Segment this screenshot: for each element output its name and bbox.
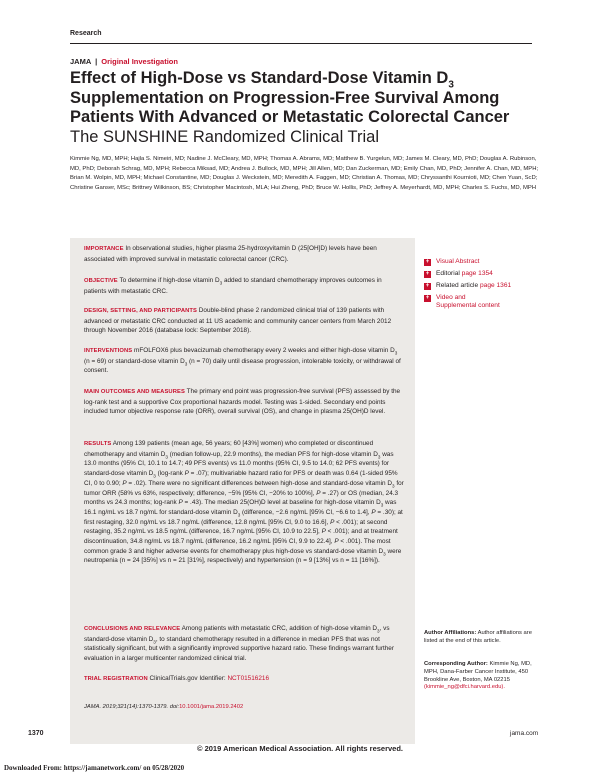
author-affiliations: Author Affiliations: Author affiliations are listed at the end of this article. — [424, 630, 532, 644]
related-content-sidebar — [424, 258, 544, 312]
abstract-importance: IMPORTANCE In observational studies, higher plasma 25-hydroxyvitamin D (25[OH]D) levels have been associated with improved survival in metastatic colorectal cancer (CRC). — [84, 245, 377, 263]
sidebar-item-editorial[interactable]: + Editorial page 1354 — [425, 270, 493, 277]
journal-name: JAMA — [70, 57, 91, 66]
sidebar-item-related-article[interactable]: + Related article page 1361 — [425, 282, 512, 289]
author-list: Kimmie Ng, MD, MPH; Hajla S. Nimeiri, MD; Nadine J. McCleary, MD, MPH; Thomas A. Abrams, MD; Matthew B. Yurgelun, MD; James M. Cleary, MD, PhD; Douglas A. Rubinson, MD, PhD; Deborah Schrag, MD, MPH; Rebecca Miksad, MD; Andrea J. Bullock, MD, MPH; Jill Allen, MD; Dan Zuckerman, MD; Emily Chan, MD, PhD; Jennifer A. Chan, MD, MPH; Brian M. Wolpin, MD, MPH; Michael Constantine, MD; Douglas J. Weckstein, MD; Meredith A. Faggen, MD; Christian A. Thomas, MD; Chryssanthi Kournioti, MD; Chen Yuan, ScD; Christine Ganser, MSc; Brittney Wilkinson, BS; Christopher Macintosh, MLA; Hui Zheng, PhD; Bruce W. Hollis, PhD; Jeffrey A. Meyerhardt, MD, MPH; Charles S. Fuchs, MD, MPH — [70, 156, 539, 191]
abstract-box — [70, 238, 415, 744]
plus-icon: + — [425, 259, 430, 265]
copyright-notice: © 2019 American Medical Association. All rights reserved. — [196, 744, 404, 753]
corresponding-author: Corresponding Author: Kimmie Ng, MD, MPH, Dana-Farber Cancer Institute, 450 Brookline Ave, Boston, MA 02215 (kimmie_ng@dfci.harvard.edu). — [424, 661, 532, 691]
article-title: Effect of High-Dose vs Standard-Dose Vitamin $D_3$ Supplementation on Progression-Free Survival Among Patients With Advanced or Metastatic Colorectal Cancer — [70, 69, 510, 126]
plus-icon: + — [425, 295, 430, 301]
download-stamp: Downloaded From: https://jamanetwork.com/ on 05/28/2020 — [4, 764, 185, 772]
abstract-objective: OBJECTIVE To determine if high-dose vitamin $D_3$ added to standard chemotherapy improves outcomes in patients with metastatic CRC. — [84, 277, 382, 295]
sidebar-item-visual-abstract[interactable]: + Visual Abstract — [425, 258, 480, 265]
article-type[interactable]: Original Investigation — [101, 57, 178, 66]
abstract-results: RESULTS Among 139 patients (mean age, 56 years; 60 [43%] women) who completed or discontinued chemotherapy and vitamin $D_3$ (median follow-up, 22.9 months), the median PFS for high-dose vitamin $D_3$ was 13.0 months (95% CI, 10.1 to 14.7; 49 PFS events) vs 11.0 months (95% CI, 9.5 to 14.0; 62 PFS events) for standard-dose vitamin $D_3$ (log-rank P = .07); multivariable hazard ratio for PFS or death was 0.64 (1-sided 95% CI, 0 to 0.90; P = .02). There were no significant differences between high-dose and standard-dose vitamin $D_3$ for tumor ORR (58% vs 63%, respectively; difference, −5% [95% CI, −20% to 100%], P = .27) or OS (median, 24.3 months vs 24.3 months; log-rank P = .43). The median 25(OH)D level at baseline for high-dose vitamin $D_3$ was 16.1 ng/mL vs 18.7 ng/mL for standard-dose vitamin $D_3$ (difference, −2.6 ng/mL [95% CI, −6.6 to 1.4], P = .30); at first restaging, 32.0 ng/mL vs 18.7 ng/mL (difference, 12.8 ng/mL [95% CI, 9.0 to 16.6], P < .001); at second restaging, 35.2 ng/mL vs 18.5 ng/mL (difference, 16.7 ng/mL [95% CI, 10.9 to 22.5], P < .001); and at treatment discontinuation, 34.8 ng/mL vs 18.7 ng/mL (difference, 16.2 ng/mL [95% CI, 9.9 to 22.4], P < .001). The most common grade 3 and higher adverse events for chemotherapy plus high-dose vs standard-dose vitamin $D_3$ were neutropenia (n = 24 [35%] vs n = 21 [31%], respectively) and hypertension (n = 9 [13%] vs n = 11 [16%]). — [84, 440, 404, 565]
journal-line — [70, 57, 178, 66]
citation-line: JAMA. 2019;321(14):1370-1379. doi:10.1001/jama.2019.2402 — [84, 704, 244, 710]
sidebar-item-supplemental[interactable]: + Video and Supplemental content — [425, 294, 500, 309]
abstract-interventions: INTERVENTIONS mFOLFOX6 plus bevacizumab chemotherapy every 2 weeks and either high-dose vitamin $D_3$ (n = 69) or standard-dose vitamin $D_3$ (n = 70) daily until disease progression, intolerable toxicity, or withdrawal of consent. — [84, 347, 401, 375]
page-number: 1370 — [28, 730, 44, 737]
section-label: Research — [70, 30, 102, 37]
abstract-conclusions: CONCLUSIONS AND RELEVANCE Among patients with metastatic CRC, addition of high-dose vitamin $D_3$, vs standard-dose vitamin $D_3$, to standard chemotherapy resulted in a difference in median PFS that was not statistically significant, but with a significantly improved supportive hazard ratio. These findings warrant further evaluation in a larger multicenter randomized clinical trial. — [84, 625, 394, 663]
plus-icon: + — [425, 283, 430, 289]
journal-separator: | — [95, 57, 98, 66]
abstract-design: DESIGN, SETTING, AND PARTICIPANTS Double-blind phase 2 randomized clinical trial of 139 patients with advanced or metastatic CRC conducted at 11 US academic and community cancer centers from March 2012 through November 2016 (database lock: September 2018). — [84, 307, 392, 335]
email-link[interactable]: (kimmie_ng@dfci.harvard.edu). — [424, 684, 505, 691]
abstract-trial-registration: TRIAL REGISTRATION ClinicalTrials.gov Identifier: NCT01516216 — [84, 675, 270, 682]
article-subtitle: The SUNSHINE Randomized Clinical Trial — [70, 128, 380, 146]
plus-icon: + — [425, 271, 430, 277]
abstract-outcomes: MAIN OUTCOMES AND MEASURES The primary end point was progression-free survival (PFS) assessed by the log-rank test and a supportive Cox proportional hazards model. Testing was 1-sided. Secondary end points included tumor objective response rate (ORR), overall survival (OS), and change in plasma 25(OH)D level. — [84, 388, 401, 416]
trial-id-link[interactable]: NCT01516216 — [227, 675, 270, 682]
journal-url[interactable]: jama.com — [510, 730, 539, 737]
header-rule — [70, 43, 532, 44]
doi-link[interactable]: 10.1001/jama.2019.2402 — [179, 704, 244, 710]
